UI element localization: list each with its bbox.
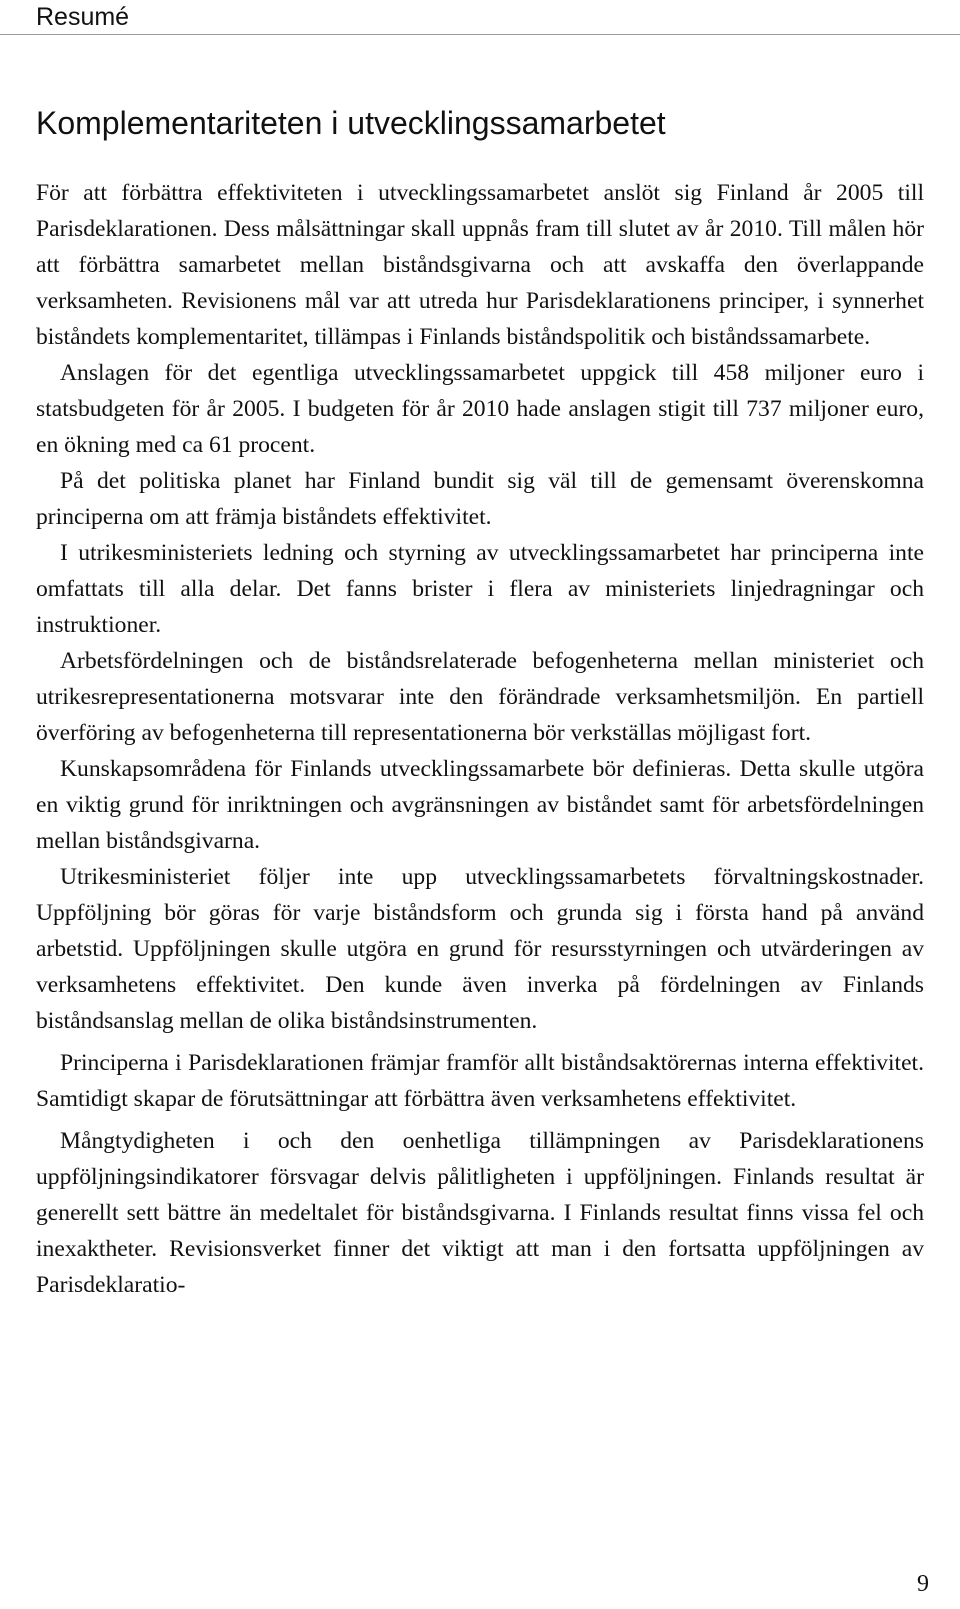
paragraph: På det politiska planet har Finland bundit sig väl till de gemensamt överenskomna principerna om att främja biståndets effektivitet. xyxy=(36,468,924,530)
paragraph: För att förbättra effektiviteten i utvecklingssamarbetet anslöt sig Finland år 2005 till Parisdeklarationen. Dess målsättningar skall uppnås fram till slutet av år 2010. Till målen hör att förbättra samarbetet mellan biståndsgivarna och att avskaffa den överlappande verksamheten. Revisionens mål var att utreda hur Parisdeklarationens principer, i synnerhet biståndets komplementaritet, tillämpas i Finlands biståndspolitik och biståndssamarbete. xyxy=(36,180,924,350)
paragraph: Anslagen för det egentliga utvecklingssamarbetet uppgick till 458 miljoner euro i statsbudgeten för år 2005. I budgeten för år 2010 hade anslagen stigit till 737 miljoner euro, en ökning med ca 61 procent. xyxy=(36,360,924,458)
paragraph: Principerna i Parisdeklarationen främjar framför allt biståndsaktörernas interna effektivitet. Samtidigt skapar de förutsättningar att förbättra även verksamhetens effektivitet. xyxy=(36,1050,924,1112)
paragraph: Mångtydigheten i och den oenhetliga tillämpningen av Parisdeklarationens uppföljningsindikatorer försvagar delvis pålitligheten i uppföljningen. Finlands resultat är generellt sett bättre än medeltalet för biståndsgivarna. I Finlands resultat finns vissa fel och inexaktheter. Revisionsverket finner det viktigt att man i den fortsatta uppföljningen av Parisdeklaratio- xyxy=(36,1128,924,1298)
paragraph: Kunskapsområdena för Finlands utvecklingssamarbete bör definieras. Detta skulle utgöra en viktig grund för inriktningen och avgränsningen av biståndet samt för arbetsfördelningen mellan biståndsgivarna. xyxy=(36,756,924,854)
section-title: Komplementariteten i utvecklingssamarbetet xyxy=(36,105,666,141)
body-text xyxy=(36,175,924,1303)
running-header xyxy=(0,0,960,35)
paragraph: Arbetsfördelningen och de biståndsrelaterade befogenheterna mellan ministeriet och utrikesrepresentationerna motsvarar inte den förändrade verksamhetsmiljön. En partiell överföring av befogenheterna till representationerna bör verkställas möjligast fort. xyxy=(36,648,924,746)
paragraph: Utrikesministeriet följer inte upp utvecklingssamarbetets förvaltningskostnader. Uppföljning bör göras för varje biståndsform och grunda sig i första hand på använd arbetstid. Uppföljningen skulle utgöra en grund för resursstyrningen och utvärderingen av verksamhetens effektivitet. Den kunde även inverka på fördelningen av Finlands biståndsanslag mellan de olika biståndsinstrumenten. xyxy=(36,864,924,1034)
paragraph: I utrikesministeriets ledning och styrning av utvecklingssamarbetet har principerna inte omfattats till alla delar. Det fanns brister i flera av ministeriets linjedragningar och instruktioner. xyxy=(36,540,924,638)
page-number: 9 xyxy=(917,1571,929,1597)
running-header-title: Resumé xyxy=(36,3,130,31)
